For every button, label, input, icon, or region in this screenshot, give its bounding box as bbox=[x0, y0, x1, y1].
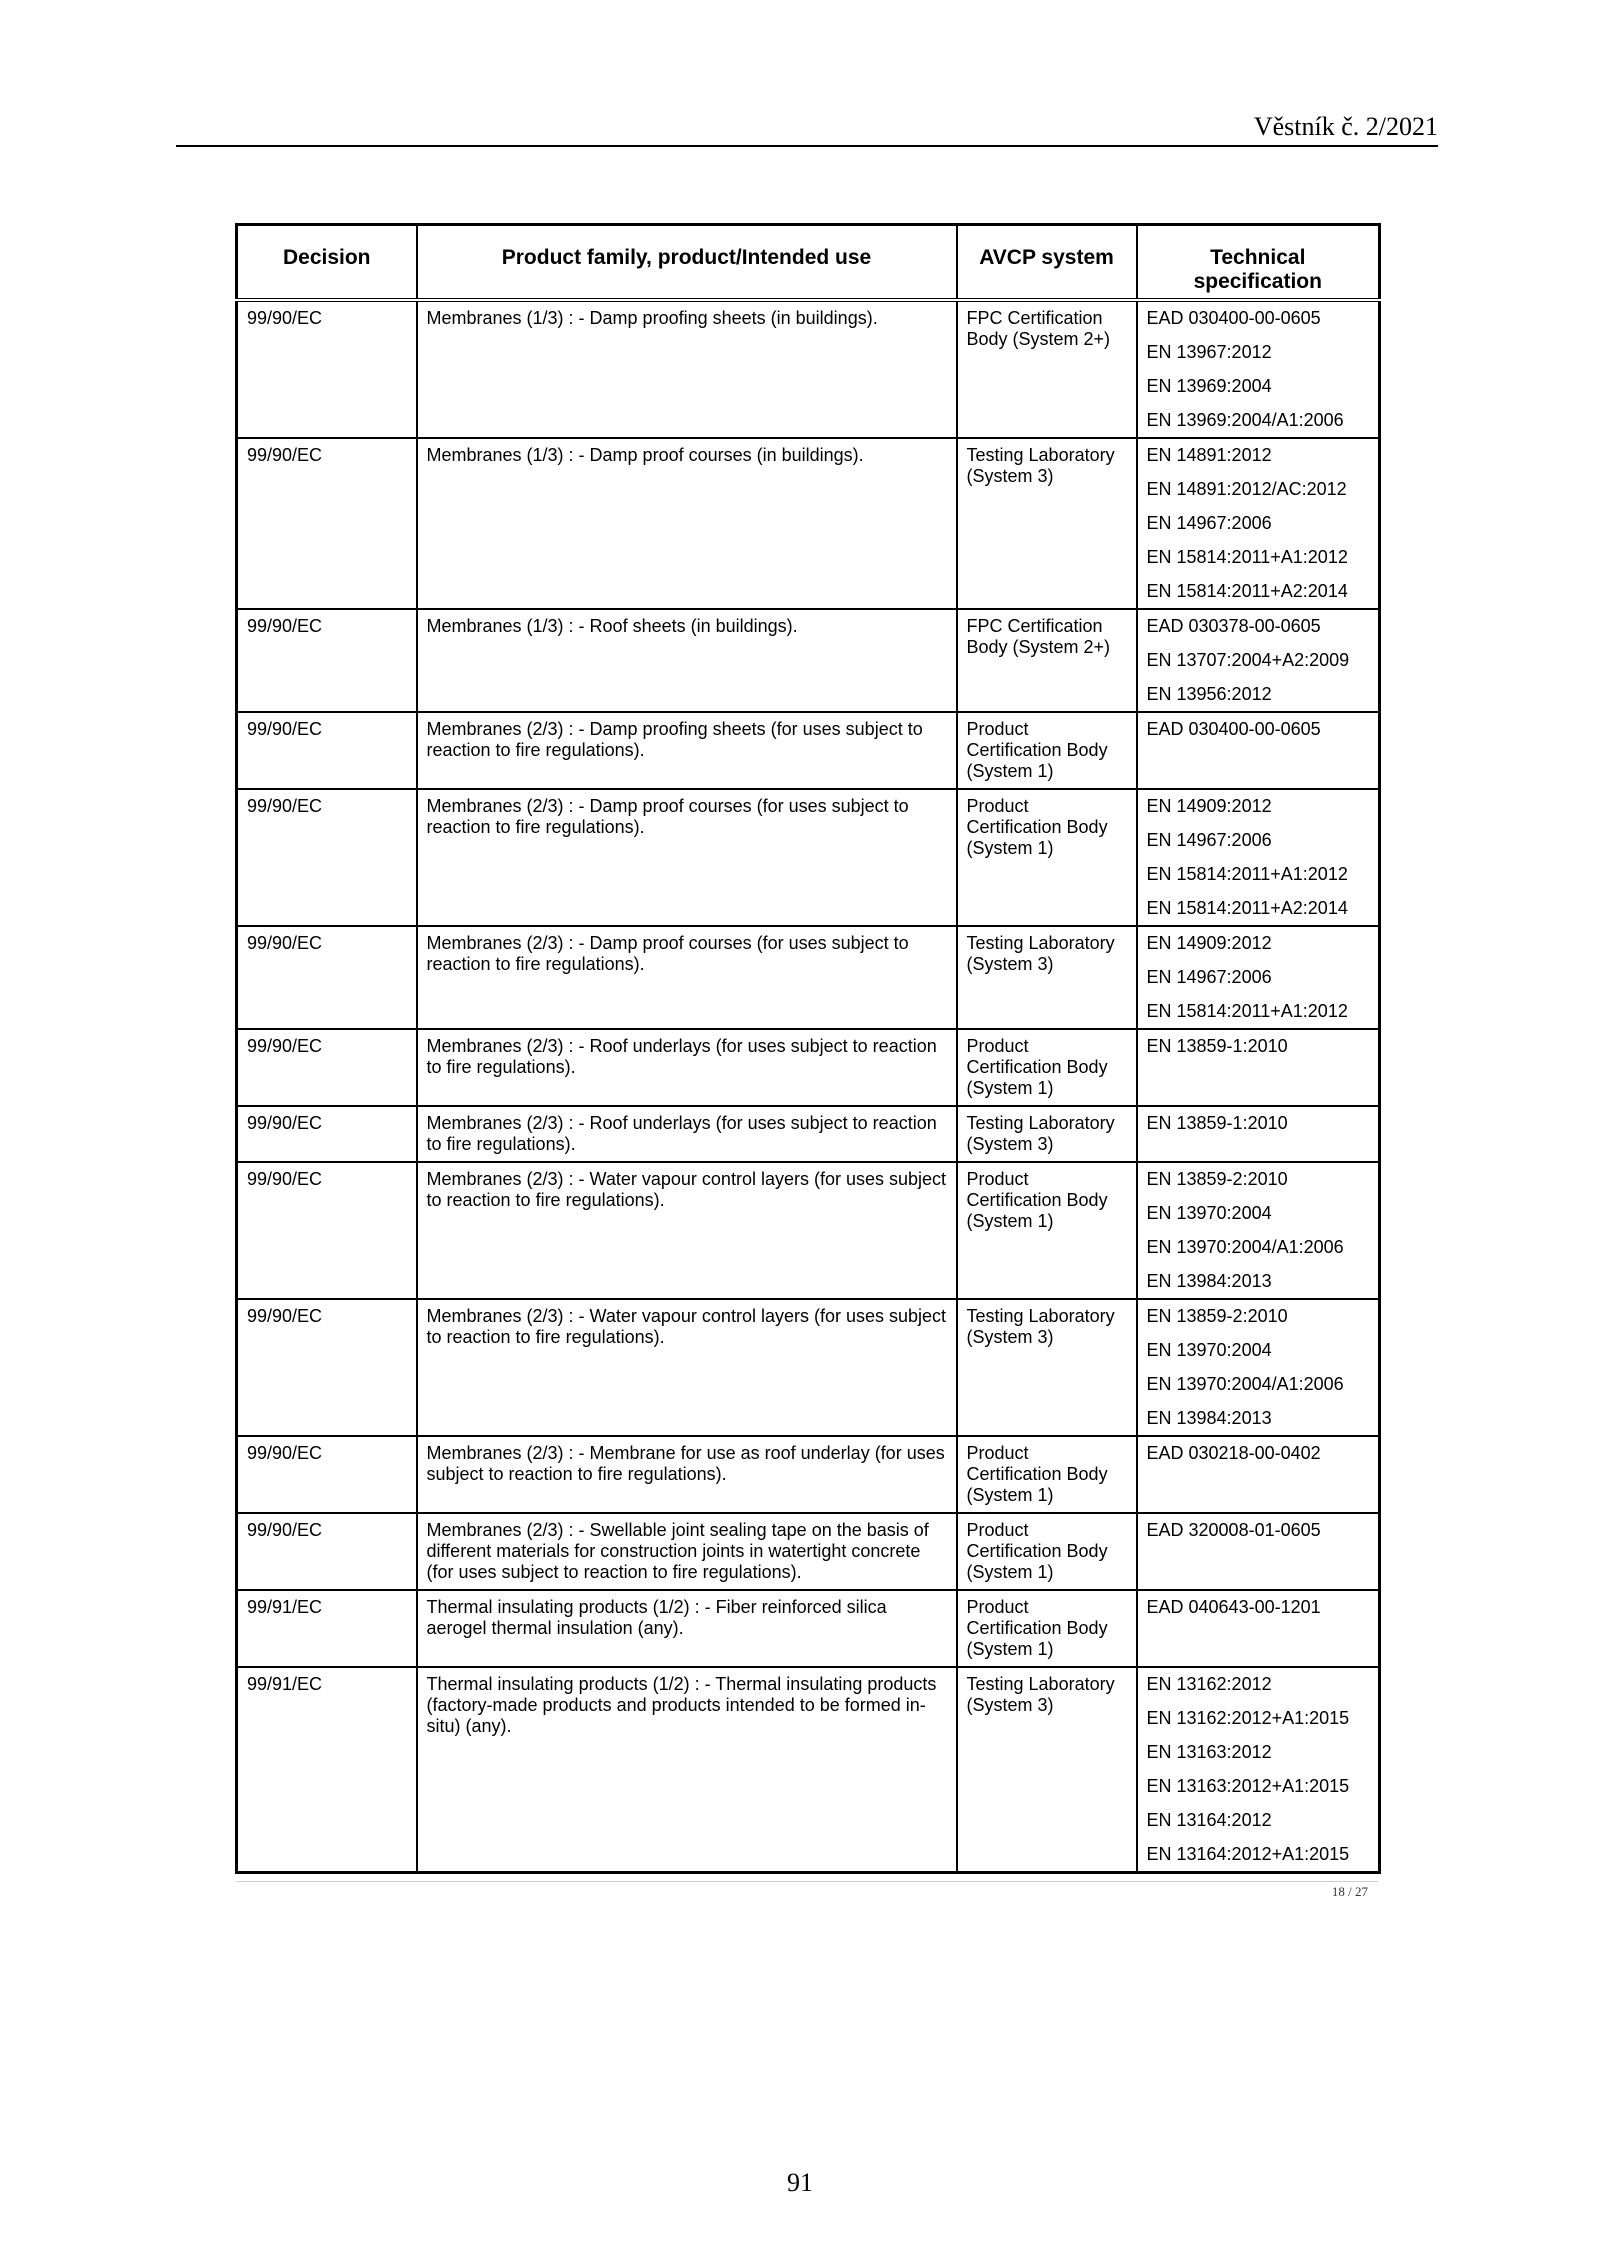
product-cell: Membranes (2/3) : - Swellable joint sealing tape on the basis of different materials for construction joints in watertight concrete (for uses subject to reaction to fire regulations). bbox=[417, 1513, 957, 1590]
specification-item: EN 13970:2004/A1:2006 bbox=[1146, 1374, 1344, 1394]
specification-item: EAD 030400-00-0605 bbox=[1146, 719, 1321, 739]
decision-cell: 99/90/EC bbox=[237, 1299, 417, 1436]
column-header-avcp: AVCP system bbox=[957, 225, 1137, 301]
product-cell: Membranes (2/3) : - Damp proof courses (for uses subject to reaction to fire regulations). bbox=[417, 926, 957, 1029]
specification-item: EN 13970:2004 bbox=[1146, 1203, 1272, 1223]
decision-cell: 99/90/EC bbox=[237, 1106, 417, 1162]
specification-item: EN 15814:2011+A2:2014 bbox=[1146, 581, 1348, 601]
specification-item: EN 15814:2011+A1:2012 bbox=[1146, 864, 1348, 884]
table-row bbox=[237, 1436, 1380, 1513]
specification-item: EN 13164:2012+A1:2015 bbox=[1146, 1844, 1350, 1864]
avcp-cell: Product Certification Body (System 1) bbox=[957, 789, 1137, 926]
specification-item: EN 13859-2:2010 bbox=[1146, 1169, 1288, 1189]
technical-specification-cell bbox=[1137, 438, 1380, 609]
avcp-cell: Testing Laboratory (System 3) bbox=[957, 1106, 1137, 1162]
specification-item: EN 14967:2006 bbox=[1146, 513, 1272, 533]
journal-title: Věstník č. 2/2021 bbox=[1253, 112, 1438, 141]
specification-item: EN 13969:2004 bbox=[1146, 376, 1272, 396]
decision-cell: 99/90/EC bbox=[237, 300, 417, 438]
specification-item: EAD 030400-00-0605 bbox=[1146, 308, 1321, 328]
decision-cell: 99/90/EC bbox=[237, 1436, 417, 1513]
decision-cell: 99/90/EC bbox=[237, 712, 417, 789]
technical-specification-cell bbox=[1137, 1029, 1380, 1106]
specification-item: EN 13984:2013 bbox=[1146, 1271, 1272, 1291]
product-cell: Membranes (2/3) : - Roof underlays (for uses subject to reaction to fire regulations). bbox=[417, 1029, 957, 1106]
technical-specification-cell bbox=[1137, 1436, 1380, 1513]
table-row bbox=[237, 1299, 1380, 1436]
specification-item: EN 13859-2:2010 bbox=[1146, 1306, 1288, 1326]
specification-item: EN 13967:2012 bbox=[1146, 342, 1272, 362]
avcp-cell: Product Certification Body (System 1) bbox=[957, 1029, 1137, 1106]
decision-cell: 99/90/EC bbox=[237, 1162, 417, 1299]
avcp-cell: FPC Certification Body (System 2+) bbox=[957, 609, 1137, 712]
product-cell: Membranes (2/3) : - Water vapour control layers (for uses subject to reaction to fire regulations). bbox=[417, 1299, 957, 1436]
technical-specification-cell bbox=[1137, 1667, 1380, 1873]
decision-cell: 99/90/EC bbox=[237, 789, 417, 926]
table-row bbox=[237, 1667, 1380, 1873]
specification-item: EN 14891:2012 bbox=[1146, 445, 1272, 465]
technical-specification-cell bbox=[1137, 609, 1380, 712]
table-row bbox=[237, 1513, 1380, 1590]
product-cell: Membranes (2/3) : - Damp proofing sheets (for uses subject to reaction to fire regulations). bbox=[417, 712, 957, 789]
specification-item: EN 14891:2012/AC:2012 bbox=[1146, 479, 1347, 499]
table-row bbox=[237, 926, 1380, 1029]
table-row bbox=[237, 789, 1380, 926]
table-row bbox=[237, 1162, 1380, 1299]
specification-item: EN 14967:2006 bbox=[1146, 830, 1272, 850]
table-row bbox=[237, 1029, 1380, 1106]
avcp-cell: Product Certification Body (System 1) bbox=[957, 1162, 1137, 1299]
table-body bbox=[237, 300, 1380, 1873]
specification-item: EN 13163:2012+A1:2015 bbox=[1146, 1776, 1350, 1796]
technical-specification-cell bbox=[1137, 300, 1380, 438]
column-header-product: Product family, product/Intended use bbox=[417, 225, 957, 301]
product-cell: Thermal insulating products (1/2) : - Fiber reinforced silica aerogel thermal insulation (any). bbox=[417, 1590, 957, 1667]
avcp-cell: Testing Laboratory (System 3) bbox=[957, 926, 1137, 1029]
avcp-cell: Product Certification Body (System 1) bbox=[957, 712, 1137, 789]
product-cell: Membranes (2/3) : - Damp proof courses (for uses subject to reaction to fire regulations). bbox=[417, 789, 957, 926]
specification-table bbox=[235, 223, 1381, 1874]
avcp-cell: Product Certification Body (System 1) bbox=[957, 1436, 1137, 1513]
specification-item: EN 13859-1:2010 bbox=[1146, 1036, 1288, 1056]
specification-item: EN 13956:2012 bbox=[1146, 684, 1272, 704]
column-header-decision: Decision bbox=[237, 225, 417, 301]
specification-item: EN 13984:2013 bbox=[1146, 1408, 1272, 1428]
specification-item: EN 13969:2004/A1:2006 bbox=[1146, 410, 1344, 430]
technical-specification-cell bbox=[1137, 1106, 1380, 1162]
avcp-cell: Testing Laboratory (System 3) bbox=[957, 1299, 1137, 1436]
table-row bbox=[237, 438, 1380, 609]
product-cell: Thermal insulating products (1/2) : - Thermal insulating products (factory-made products and products intended to be formed in-situ) (any). bbox=[417, 1667, 957, 1873]
specification-item: EAD 030218-00-0402 bbox=[1146, 1443, 1321, 1463]
technical-specification-cell bbox=[1137, 789, 1380, 926]
decision-cell: 99/90/EC bbox=[237, 609, 417, 712]
decision-cell: 99/90/EC bbox=[237, 926, 417, 1029]
technical-specification-cell bbox=[1137, 712, 1380, 789]
decision-cell: 99/91/EC bbox=[237, 1590, 417, 1667]
specification-item: EAD 040643-00-1201 bbox=[1146, 1597, 1321, 1617]
product-cell: Membranes (2/3) : - Water vapour control layers (for uses subject to reaction to fire regulations). bbox=[417, 1162, 957, 1299]
specification-item: EN 14909:2012 bbox=[1146, 933, 1272, 953]
specification-item: EN 13164:2012 bbox=[1146, 1810, 1272, 1830]
technical-specification-cell bbox=[1137, 1299, 1380, 1436]
header-divider bbox=[176, 145, 1438, 147]
decision-cell: 99/90/EC bbox=[237, 1029, 417, 1106]
decision-cell: 99/91/EC bbox=[237, 1667, 417, 1873]
table-header-row bbox=[237, 225, 1380, 301]
footer-divider bbox=[236, 1881, 1378, 1882]
table-row bbox=[237, 609, 1380, 712]
avcp-cell: Testing Laboratory (System 3) bbox=[957, 1667, 1137, 1873]
specification-item: EN 14909:2012 bbox=[1146, 796, 1272, 816]
specification-item: EN 14967:2006 bbox=[1146, 967, 1272, 987]
specification-item: EN 13970:2004/A1:2006 bbox=[1146, 1237, 1344, 1257]
table-row bbox=[237, 712, 1380, 789]
specification-item: EAD 030378-00-0605 bbox=[1146, 616, 1321, 636]
decision-cell: 99/90/EC bbox=[237, 1513, 417, 1590]
decision-cell: 99/90/EC bbox=[237, 438, 417, 609]
specification-item: EN 13163:2012 bbox=[1146, 1742, 1272, 1762]
specification-item: EAD 320008-01-0605 bbox=[1146, 1520, 1321, 1540]
specification-item: EN 13707:2004+A2:2009 bbox=[1146, 650, 1350, 670]
technical-specification-cell bbox=[1137, 926, 1380, 1029]
technical-specification-cell bbox=[1137, 1162, 1380, 1299]
product-cell: Membranes (2/3) : - Roof underlays (for uses subject to reaction to fire regulations). bbox=[417, 1106, 957, 1162]
avcp-cell: FPC Certification Body (System 2+) bbox=[957, 300, 1137, 438]
specification-item: EN 13859-1:2010 bbox=[1146, 1113, 1288, 1133]
technical-specification-cell bbox=[1137, 1590, 1380, 1667]
table-row bbox=[237, 1106, 1380, 1162]
product-cell: Membranes (1/3) : - Roof sheets (in buildings). bbox=[417, 609, 957, 712]
specification-item: EN 15814:2011+A1:2012 bbox=[1146, 1001, 1348, 1021]
column-header-technical-specification: Technical specification bbox=[1137, 225, 1380, 301]
page-counter: 18 / 27 bbox=[1331, 1884, 1368, 1899]
technical-specification-cell bbox=[1137, 1513, 1380, 1590]
avcp-cell: Testing Laboratory (System 3) bbox=[957, 438, 1137, 609]
specification-item: EN 15814:2011+A1:2012 bbox=[1146, 547, 1348, 567]
specification-item: EN 13970:2004 bbox=[1146, 1340, 1272, 1360]
product-cell: Membranes (1/3) : - Damp proofing sheets (in buildings). bbox=[417, 300, 957, 438]
product-cell: Membranes (1/3) : - Damp proof courses (in buildings). bbox=[417, 438, 957, 609]
specification-item: EN 13162:2012+A1:2015 bbox=[1146, 1708, 1350, 1728]
avcp-cell: Product Certification Body (System 1) bbox=[957, 1513, 1137, 1590]
product-cell: Membranes (2/3) : - Membrane for use as roof underlay (for uses subject to reaction to fire regulations). bbox=[417, 1436, 957, 1513]
specification-item: EN 15814:2011+A2:2014 bbox=[1146, 898, 1348, 918]
table-row bbox=[237, 1590, 1380, 1667]
avcp-cell: Product Certification Body (System 1) bbox=[957, 1590, 1137, 1667]
specification-item: EN 13162:2012 bbox=[1146, 1674, 1272, 1694]
page-number: 91 bbox=[787, 2168, 813, 2197]
table-row bbox=[237, 300, 1380, 438]
